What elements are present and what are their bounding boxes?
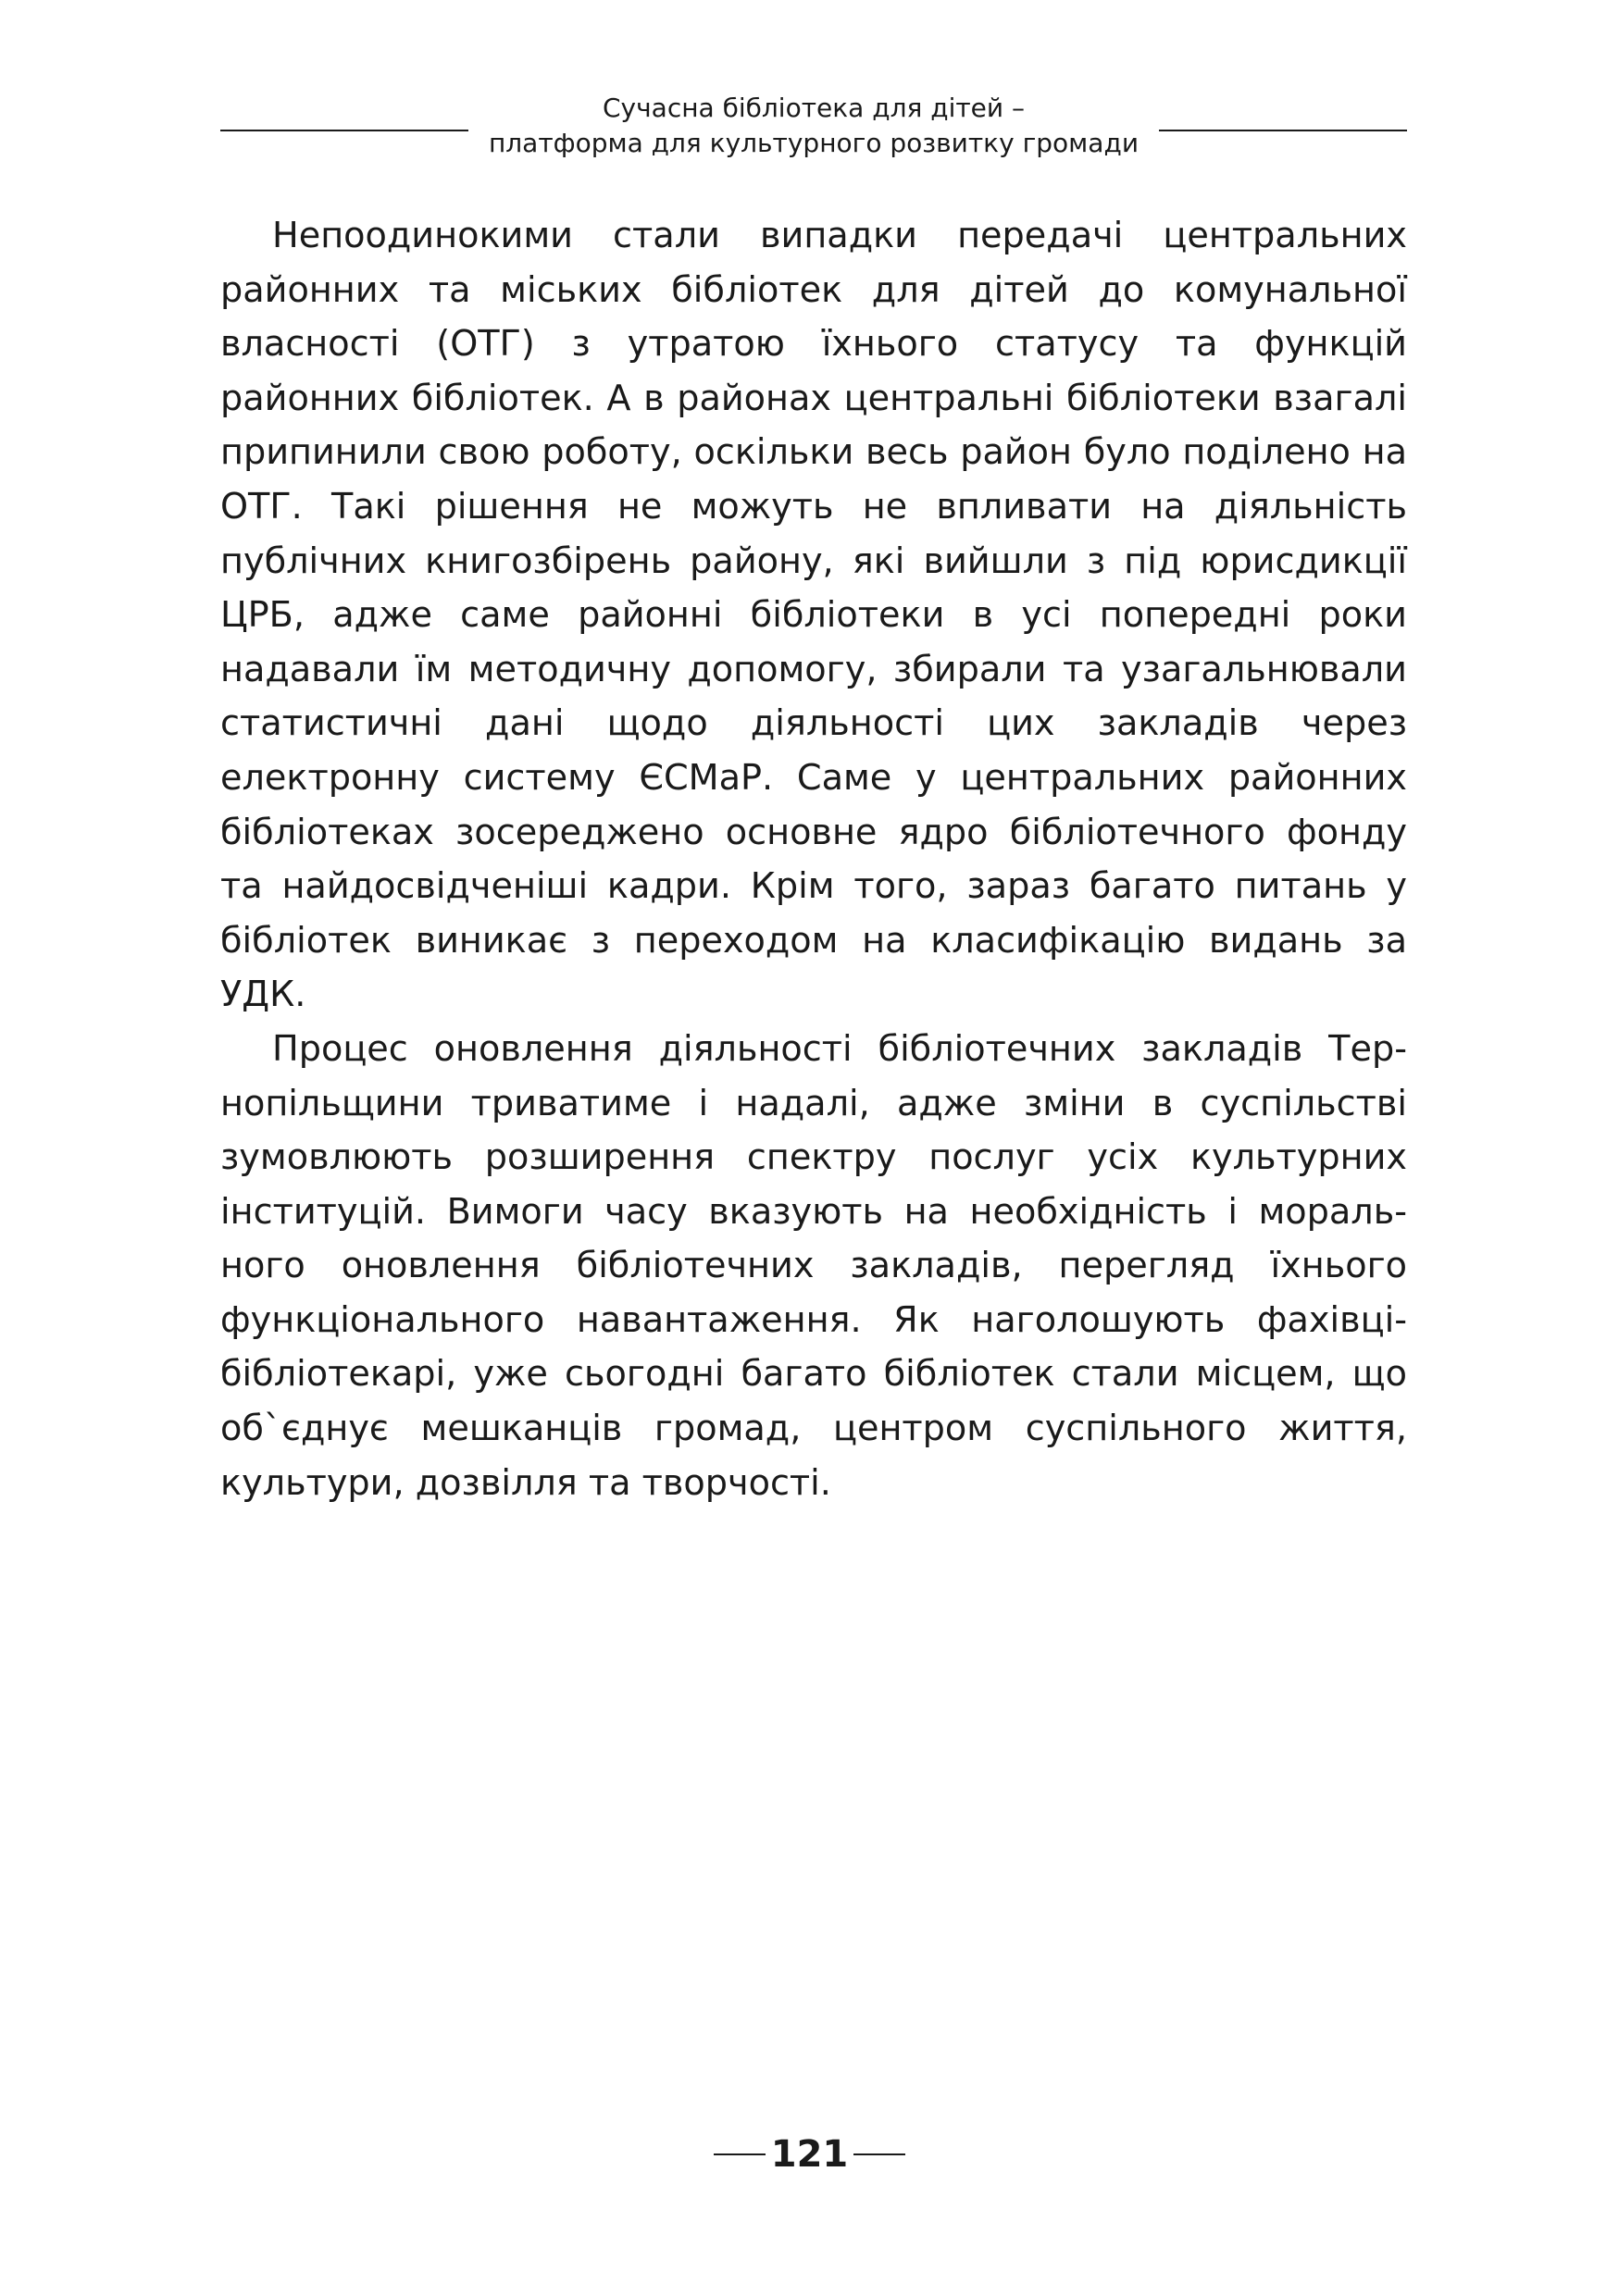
body-paragraph-1: Непоодинокими стали випадки передачі центральних районних та міських бібліотек для дітей до комунальної власності (ОТГ) з утратою їхнього статусу та функцій районних бібліотек. А в районах центральні бібліотеки взагалі припинили свою роботу, оскільки весь район було поділено на ОТГ. Такі рішення не можуть не впливати на діяльність публічних книгозбірень району, які вийшли з під юрисдикції ЦРБ, адже саме районні бібліотеки в усі попередні роки надавали їм методичну допомогу, збирали та узагальнювали статистичні дані щодо діяльності цих закладів через електронну систему ЄСМаР. Саме у центральних районних бібліотеках зосереджено основне ядро бібліотечного фонду та найдосвідченіші кадри. Крім того, зараз багато питань у бібліотек виникає з переходом на класифікацію видань за УДК. (220, 216, 1407, 1016)
header-title (468, 91, 1159, 161)
page-number: 121 (770, 2133, 849, 2176)
header-rule-right (1159, 130, 1407, 131)
running-header (220, 91, 1407, 165)
body-text (220, 209, 1407, 1510)
page-number-group (714, 2128, 906, 2180)
page-number-dash-right (853, 2153, 905, 2155)
page-footer (0, 2128, 1619, 2184)
header-title-line-1: Сучасна бібліотека для дітей – (603, 93, 1025, 123)
page-number-dash-left (714, 2153, 766, 2155)
body-paragraph-2: Процес оновлення діяльності бібліотечних закладів Тернопільщини триватиме і надалі, адже зміни в суспільстві зумовлюють розширення спектру послуг усіх культурних інституцій. Вимоги часу вказують на необхідність і морального оновлення бібліотечних закладів, перегляд їхнього функціонального навантаження. Як наголошують фахівці-бібліотекарі, уже сьогодні багато бібліотек стали місцем, що об`єднує мешканців громад, центром суспільного життя, культури, дозвілля та творчості. (220, 1028, 1407, 1504)
header-rule-left (220, 130, 468, 131)
header-title-line-2: платформа для культурного розвитку громади (488, 128, 1140, 158)
